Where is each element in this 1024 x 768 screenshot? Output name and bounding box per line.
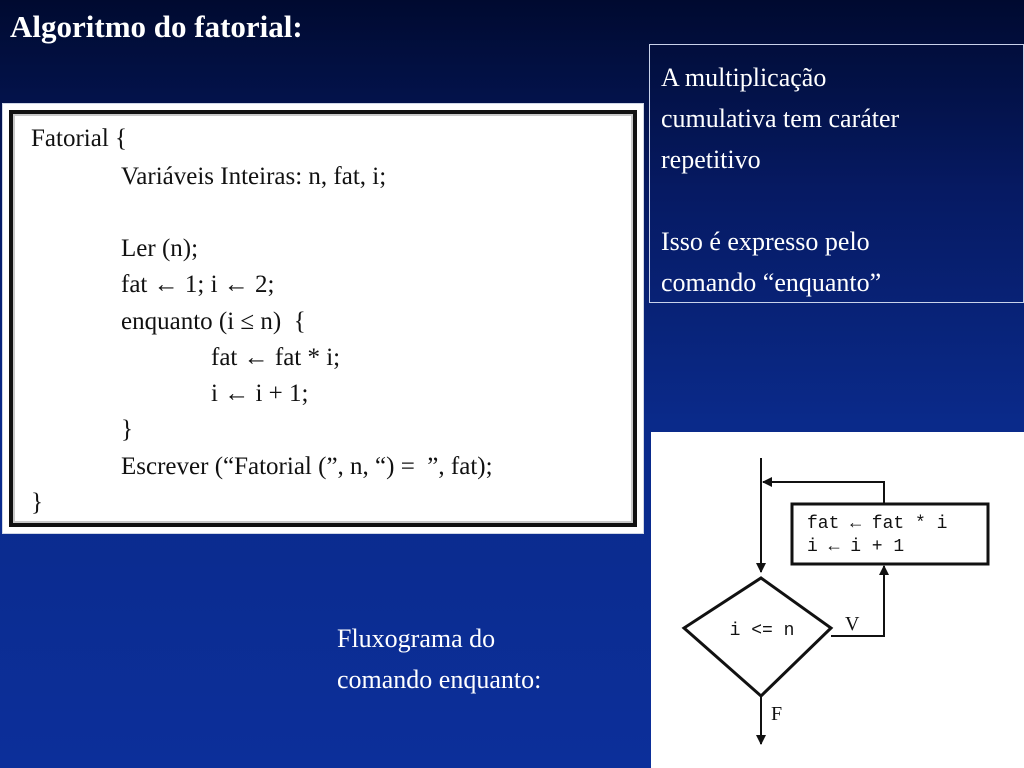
- flowchart-diagram: [651, 432, 1024, 768]
- paragraph-gap: [661, 180, 1013, 221]
- true-label: V: [845, 613, 860, 635]
- code-line: Fatorial {: [31, 125, 128, 152]
- code-line: fat ← 1; i ← 2;: [121, 271, 275, 298]
- pseudocode-image: [2, 103, 644, 534]
- note-line: comando “enquanto”: [661, 268, 882, 297]
- note-line: cumulativa tem caráter: [661, 104, 900, 133]
- code-line: Escrever (“Fatorial (”, n, “) = ”, fat);: [121, 453, 493, 480]
- slide-title: Algoritmo do fatorial:: [10, 9, 303, 44]
- note-line: A multiplicação: [661, 63, 827, 92]
- code-line: Variáveis Inteiras: n, fat, i;: [121, 163, 387, 190]
- flowchart-caption: [337, 618, 541, 700]
- decision-condition: i <= n: [729, 621, 795, 641]
- code-line: }: [121, 416, 133, 443]
- false-label: F: [771, 703, 783, 725]
- code-line: Ler (n);: [121, 235, 199, 262]
- process-line-2: i ← i + 1: [807, 537, 905, 557]
- note-line: repetitivo: [661, 145, 761, 174]
- pseudocode-frame: [9, 110, 637, 527]
- loop-back-arrow: [763, 482, 884, 504]
- caption-line: comando enquanto:: [337, 665, 542, 694]
- explanation-box: [649, 44, 1024, 303]
- caption-line: Fluxograma do: [337, 624, 496, 653]
- code-line: fat ← fat * i;: [211, 344, 341, 371]
- flowchart-panel: [651, 432, 1024, 768]
- code-line: }: [31, 489, 43, 516]
- code-line: enquanto (i ≤ n) {: [121, 308, 306, 335]
- code-line: i ← i + 1;: [211, 380, 309, 407]
- process-line-1: fat ← fat * i: [807, 514, 948, 534]
- note-line: Isso é expresso pelo: [661, 227, 870, 256]
